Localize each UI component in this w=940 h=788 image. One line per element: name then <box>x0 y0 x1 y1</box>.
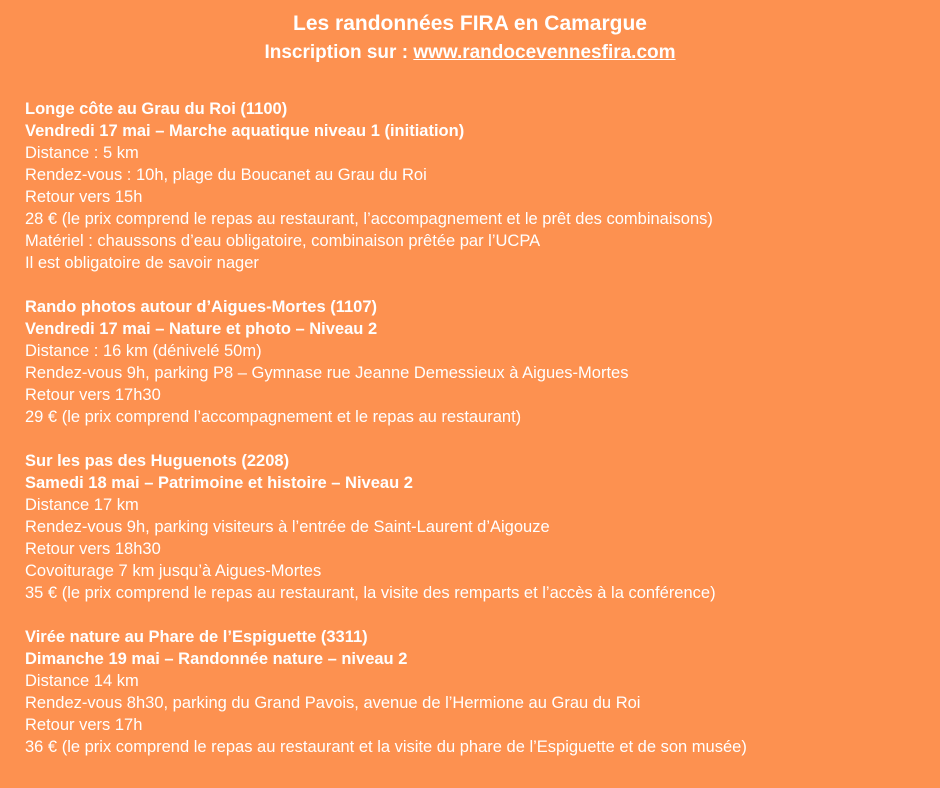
event-price: 35 € (le prix comprend le repas au restaurant, la visite des remparts et l’accès à la conférence) <box>25 584 716 602</box>
event-date-theme: Samedi 18 mai – Patrimoine et histoire – Niveau 2 <box>25 474 413 492</box>
header <box>0 10 940 68</box>
event-meeting-point: Rendez-vous 9h, parking visiteurs à l’entrée de Saint-Laurent d’Aigouze <box>25 518 550 536</box>
page-title: Les randonnées FIRA en Camargue <box>293 12 647 35</box>
event-3311 <box>25 626 925 758</box>
event-return-time: Retour vers 18h30 <box>25 540 161 558</box>
event-title: Virée nature au Phare de l’Espiguette (3311) <box>25 628 368 646</box>
event-meeting-point: Rendez-vous : 10h, plage du Boucanet au Grau du Roi <box>25 166 427 184</box>
event-requirement: Il est obligatoire de savoir nager <box>25 254 259 272</box>
event-distance: Distance 14 km <box>25 672 139 690</box>
event-meeting-point: Rendez-vous 8h30, parking du Grand Pavois, avenue de l’Hermione au Grau du Roi <box>25 694 641 712</box>
event-distance: Distance 17 km <box>25 496 139 514</box>
event-meeting-point: Rendez-vous 9h, parking P8 – Gymnase rue Jeanne Demessieux à Aigues-Mortes <box>25 364 629 382</box>
event-1107 <box>25 296 925 428</box>
inscription-line <box>0 38 940 68</box>
event-price: 29 € (le prix comprend l’accompagnement et le repas au restaurant) <box>25 408 522 426</box>
event-title: Sur les pas des Huguenots (2208) <box>25 452 290 470</box>
events-list <box>25 98 925 780</box>
event-equipment: Matériel : chaussons d’eau obligatoire, combinaison prêtée par l’UCPA <box>25 232 541 250</box>
event-distance: Distance : 16 km (dénivelé 50m) <box>25 342 262 360</box>
event-1100 <box>25 98 925 274</box>
event-date-theme: Dimanche 19 mai – Randonnée nature – niveau 2 <box>25 650 408 668</box>
event-date-theme: Vendredi 17 mai – Marche aquatique niveau 1 (initiation) <box>25 122 465 140</box>
event-title: Rando photos autour d’Aigues-Mortes (1107) <box>25 298 378 316</box>
event-title: Longe côte au Grau du Roi (1100) <box>25 100 288 118</box>
event-return-time: Retour vers 15h <box>25 188 143 206</box>
event-carpool: Covoiturage 7 km jusqu’à Aigues-Mortes <box>25 562 322 580</box>
event-return-time: Retour vers 17h30 <box>25 386 161 404</box>
event-price: 28 € (le prix comprend le repas au restaurant, l’accompagnement et le prêt des combinaisons) <box>25 210 713 228</box>
inscription-prefix: Inscription sur : <box>264 42 414 63</box>
event-price: 36 € (le prix comprend le repas au restaurant et la visite du phare de l’Espiguette et de son musée) <box>25 738 747 756</box>
event-date-theme: Vendredi 17 mai – Nature et photo – Niveau 2 <box>25 320 378 338</box>
event-2208 <box>25 450 925 604</box>
event-distance: Distance : 5 km <box>25 144 139 162</box>
event-return-time: Retour vers 17h <box>25 716 143 734</box>
inscription-link[interactable]: www.randocevennesfira.com <box>413 42 676 63</box>
